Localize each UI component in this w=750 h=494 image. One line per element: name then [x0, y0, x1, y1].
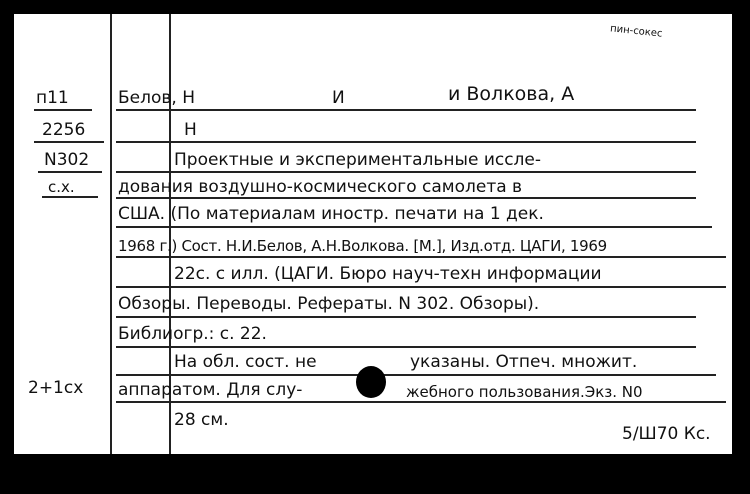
- code-2256: 2256: [42, 120, 86, 140]
- author-initial: И: [332, 88, 345, 108]
- code-sx: с.х.: [48, 178, 75, 196]
- note-line-1b: указаны. Отпеч. множит.: [410, 352, 638, 372]
- catalog-card: [14, 14, 732, 454]
- title-line-1: Проектные и экспериментальные иссле-: [174, 150, 542, 170]
- code-n302: N302: [44, 150, 90, 170]
- corner-note: пин-сокес: [609, 23, 663, 40]
- margin-rule-left: [110, 14, 112, 454]
- ink-blot: [356, 366, 386, 398]
- note-line-1a: На обл. сост. не: [174, 352, 317, 372]
- bibliography-line: Библиогр.: с. 22.: [118, 324, 267, 344]
- size-line: 28 см.: [174, 410, 229, 430]
- code-p11: п11: [36, 88, 69, 108]
- title-line-2: дования воздушно-космического самолета в: [118, 177, 523, 197]
- author-patronymic-initial: Н: [184, 120, 197, 140]
- note-line-2b: жебного пользования.Экз. N0: [406, 383, 643, 401]
- copies-note: 2+1сх: [28, 378, 84, 398]
- pages-line: 22с. с илл. (ЦАГИ. Бюро науч-техн информации: [174, 264, 602, 284]
- title-line-3: США. (По материалам иностр. печати на 1 дек.: [118, 204, 544, 224]
- stamp-note: 5/Ш70 Кс.: [622, 424, 711, 444]
- author-name: Белов, Н: [118, 88, 195, 108]
- title-line-4: 1968 г.) Сост. Н.И.Белов, А.Н.Волкова. [М.], Изд.отд. ЦАГИ, 1969: [118, 237, 607, 255]
- series-line: Обзоры. Переводы. Рефераты. N 302. Обзоры).: [118, 294, 540, 314]
- coauthor-name: и Волкова, А: [448, 83, 575, 105]
- note-line-2a: аппаратом. Для слу-: [118, 380, 303, 400]
